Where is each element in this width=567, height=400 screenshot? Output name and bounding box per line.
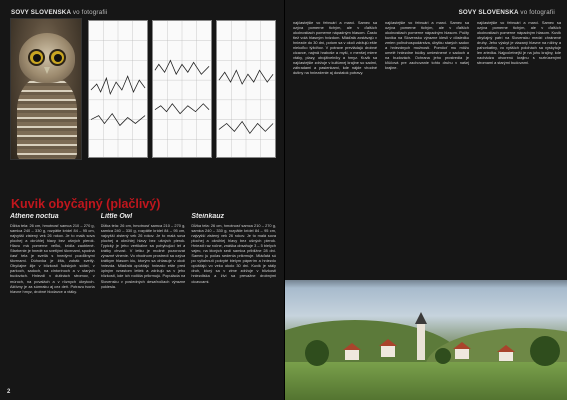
owl-eye-left	[28, 49, 45, 66]
column-body: najčastejšie vo februári a marci. Samec sa ozýva pomerne tichým, ale v ďalších okolnostiach pomerne nápadným hlasom. Počty kuvika na Slovensku výrazne klesli v dôsledku zmien poľnohospodárstva, úbytku starých sadov a hniezdnych možností. Pomôcť mu môžu umelé hniezdne búdky umiestnené v sadoch a na budovách. Ochrana jeho prostredia je kľúčová pre zachovanie tohto druhu v našej krajine.	[385, 20, 469, 71]
column-heading: Little Owl	[100, 213, 133, 220]
house-shape	[499, 352, 513, 361]
running-head-title: SOVY SLOVENSKA	[11, 9, 71, 16]
column-body: Dĺžka tela: 26 cm, hmotnosť samca 210 – 270 g, samica 240 – 330 g, rozpätie krídel 84 – 95 cm, najvyšší zistený vek 26 rokov. Je to malá sova plochej a okrúhlej hlavy bez ušných pierok. Hniezdi raz ročne, znáška obsahuje 3 – 5 bielych vajec, na ktorých sedí samica približne 28 dní. Samec ju počas sedenia prikrmuje. Mláďatá sú po vyliahnutí pokryté bielym páperím a hniezdo opúšťajú vo veku okolo 30 dní. Kuvik je stály druh, ktorý sa v zime zdržuje v blízkosti hniezdiska a živí sa prevažne drobnými cicavcami.	[191, 223, 277, 284]
tree-shape	[435, 348, 451, 364]
article-title: Kuvik obyčajný (plačlivý)	[11, 197, 161, 211]
running-head-subtitle: vo fotografii	[520, 9, 555, 16]
right-page	[284, 0, 567, 400]
sonogram-diagram-3	[216, 20, 276, 158]
house-shape	[381, 346, 395, 357]
running-head-right	[459, 9, 555, 16]
sonogram-graphic-3	[217, 21, 275, 157]
house-shape	[345, 350, 359, 360]
owl-body-image	[17, 77, 77, 160]
column-body: najčastejšie vo februári a marci. Samec sa ozýva pomerne tichým, ale v ďalších okolnostiach pomerne nápadným hlasom. Kuvik obyčajný patrí na Slovensku medzi chránené druhy. Jeho výskyt je viazaný hlavne na nížiny a pahorkatiny, vo vyšších polohách sa vyskytuje len zriedka. Najpočetnejší je na juhu krajiny, kde nachádza otvorenú krajinu s roztrúsenými stromami a starými budovami.	[477, 20, 561, 66]
church-tower-shape	[417, 324, 425, 360]
column-body: najčastejšie vo februári a marci. Samec sa ozýva pomerne tichým, ale v ďalších okolnostiach pomerne nápadným hlasom. Často tiež volá hlasným hvizdom. Mláďatá zostávajú v hniezde do 30 dní, potom sa v okolí zdržujú ešte niekoľko týždňov. V potrave prevládajú drobné cicavce, najmä hraboše a myši, v menšej miere vtáky, plazy, obojživelníky a hmyz. Kuvik sa najčastejšie zdržuje v kultúrnej krajine so sadmi, záhradami a pasienkami, kde nájde vhodné dutiny na hniezdenie aj dostatok potravy.	[293, 20, 377, 76]
sonogram-graphic-2	[153, 21, 211, 157]
right-column-1	[293, 20, 377, 282]
owl-eye-right	[49, 49, 66, 66]
right-columns	[293, 20, 561, 282]
field-shape	[285, 362, 567, 400]
column-body: Dĺžka tela: 26 cm, hmotnosť samca 210 – 270 g, samica 240 – 330 g, rozpätie krídel 84 – 95 cm, najvyšší zistený vek 26 rokov. Je to malá sova plochej a okrúhlej hlavy bez ušných pierok. Typický je jeho vertikálne sa pohybujúci let a krátky chvost. V letku je možné pozorovať výrazné vlnenie. Vo vhodnom prostredí sa ozýva krátkym hlasom kiu, ktorým sa ohlasuje v okolí hniezda. Mláďatá opúšťajú hniezdo ešte pred úplným vzrastom letiek a zdržujú sa v jeho blízkosti, kde ich rodičia prikrmujú. Populácia na Slovensku v posledných desaťročiach výrazne poklesla.	[100, 223, 186, 289]
running-head-title: SOVY SLOVENSKA	[458, 9, 519, 16]
column-body: Dĺžka tela: 26 cm, hmotnosť samca 210 – 270 g, samica 240 – 330 g, rozpätie krídel 84 – 95 cm, najvyšší zistený vek 26 rokov. Je to malá sova plochej a okrúhlej hlavy bez ušných pierok. Hlavu má pomerne veľkú, krídla zaoblené. Sfarbenie je hnedé so svetlými škvrnami, spodná časť tela je svetlá s hnedými pozdĺžnymi škvrnami. Dúhovka je žltá, zobák svetlý. Obyčajne žije v blízkosti ľudských sídiel, v parkoch, sadoch, na cintorínoch a v starých budovách. Hniezdi v dutinách stromov, v múroch, na povalách a v rôznych úkrytoch. Aktívny je za súmraku aj cez deň. Potravu tvoria hlavne hmyz, drobné hlodavce a vtáky.	[10, 223, 95, 294]
page-number: 2	[7, 389, 11, 395]
column-little-owl	[101, 213, 186, 391]
owl-beak	[44, 67, 50, 74]
owl-photo	[10, 18, 82, 160]
running-head-subtitle: vo fotografii	[72, 9, 108, 16]
sonogram-diagram-1	[88, 20, 148, 158]
column-steinkauz	[191, 213, 276, 391]
tree-shape	[530, 336, 560, 366]
right-column-2	[385, 20, 469, 282]
sonogram-diagram-2	[152, 20, 212, 158]
column-heading: Athene noctua	[10, 213, 59, 220]
text-fade-overlay	[285, 262, 567, 288]
sonogram-graphic-1	[89, 21, 147, 157]
house-shape	[455, 349, 469, 359]
landscape-photo	[285, 280, 567, 400]
article-columns	[10, 213, 276, 391]
tree-shape	[305, 340, 329, 366]
column-heading: Steinkauz	[191, 213, 225, 220]
running-head-left	[11, 9, 107, 16]
right-column-3	[477, 20, 561, 282]
column-athene-noctua	[10, 213, 95, 391]
